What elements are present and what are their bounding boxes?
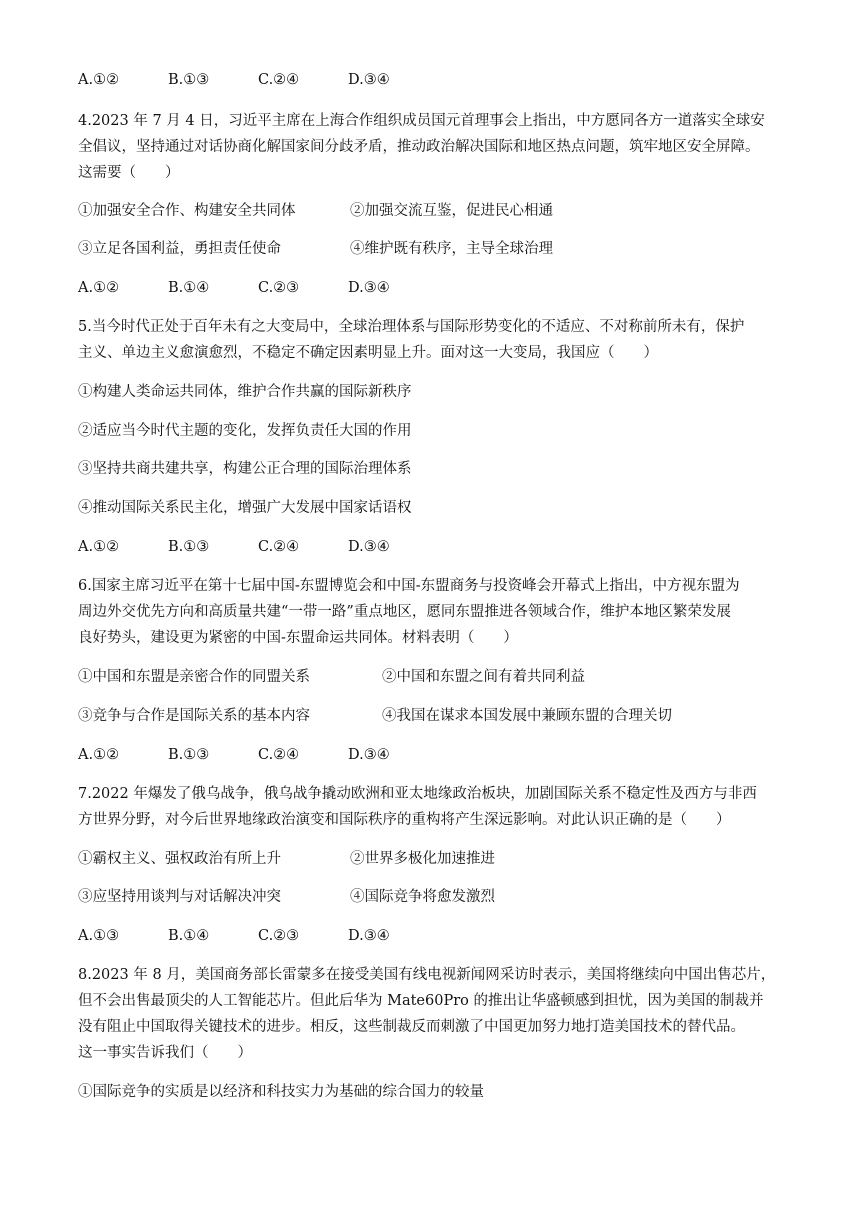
- answer-option-b[interactable]: B.①④: [168, 928, 210, 944]
- q6-statement-row-1: [78, 667, 585, 687]
- q4-statement-2: ②加强交流互鉴，促进民心相通: [350, 203, 553, 219]
- q8-stem-line-1: 8.2023 年 8 月，美国商务部长雷蒙多在接受美国有线电视新闻网采访时表示，美国将继续向中国出售芯片，: [78, 967, 776, 983]
- q5-stem-line-1: 5.当今时代正处于百年未有之大变局中，全球治理体系与国际形势变化的不适应、不对称前所未有，保护: [78, 319, 745, 335]
- q6-statement-4: ④我国在谋求本国发展中兼顾东盟的合理关切: [382, 708, 672, 724]
- answer-option-c[interactable]: C.②④: [258, 539, 300, 555]
- answer-option-b[interactable]: B.①③: [168, 747, 210, 763]
- answer-option-c[interactable]: C.②④: [258, 747, 300, 763]
- answer-option-d[interactable]: D.③④: [348, 280, 390, 296]
- answer-option-d[interactable]: D.③④: [348, 72, 390, 88]
- answer-option-c[interactable]: C.②③: [258, 928, 300, 944]
- q5-statement-3: ③坚持共商共建共享，构建公正合理的国际治理体系: [78, 461, 412, 477]
- q7-statement-4: ④国际竞争将愈发激烈: [350, 889, 495, 905]
- q8-stem-line-4: 这一事实告诉我们（ ）: [78, 1045, 252, 1061]
- answer-option-c[interactable]: C.②③: [258, 280, 300, 296]
- q7-statement-2: ②世界多极化加速推进: [350, 851, 495, 867]
- q4-statement-row-2: [78, 239, 553, 259]
- q6-statement-1: ①中国和东盟是亲密合作的同盟关系: [78, 669, 310, 685]
- answer-option-a[interactable]: A.①②: [78, 539, 120, 555]
- answer-option-a[interactable]: A.①②: [78, 72, 120, 88]
- q4-stem-line-1: 4.2023 年 7 月 4 日，习近平主席在上海合作组织成员国元首理事会上指出，中方愿同各方一道落实全球安: [78, 113, 765, 129]
- q5-statement-2: ②适应当今时代主题的变化，发挥负责任大国的作用: [78, 423, 412, 439]
- q6-statement-2: ②中国和东盟之间有着共同利益: [382, 669, 585, 685]
- q6-stem-line-2: 周边外交优先方向和高质量共建“一带一路”重点地区，愿同东盟推进各领域合作，维护本地区繁荣发展: [78, 604, 731, 620]
- answer-option-b[interactable]: B.①④: [168, 280, 210, 296]
- q4-statement-row-1: [78, 201, 553, 221]
- q5-statement-1: ①构建人类命运共同体，维护合作共赢的国际新秩序: [78, 384, 412, 400]
- answer-option-c[interactable]: C.②④: [258, 72, 300, 88]
- q6-stem-line-1: 6.国家主席习近平在第十七届中国-东盟博览会和中国-东盟商务与投资峰会开幕式上指出，中方视东盟为: [78, 578, 740, 594]
- q5-stem-line-2: 主义、单边主义愈演愈烈，不稳定不确定因素明显上升。面对这一大变局，我国应（ ）: [78, 345, 658, 361]
- q4-statement-4: ④维护既有秩序，主导全球治理: [350, 241, 553, 257]
- q8-stem-line-2: 但不会出售最顶尖的人工智能芯片。但此后华为 Mate60Pro 的推出让华盛顿感到担忧，因为美国的制裁并: [78, 993, 764, 1009]
- q5-answer-options: [78, 537, 438, 557]
- q7-statement-row-1: [78, 849, 495, 869]
- q6-statement-row-2: [78, 706, 672, 726]
- answer-option-a[interactable]: A.①②: [78, 747, 120, 763]
- q8-statement-1: ①国际竞争的实质是以经济和科技实力为基础的综合国力的较量: [78, 1084, 484, 1100]
- answer-option-d[interactable]: D.③④: [348, 928, 390, 944]
- q3-answer-options: [78, 70, 438, 90]
- q7-stem-line-2: 方世界分野，对今后世界地缘政治演变和国际秩序的重构将产生深远影响。对此认识正确的是（ ）: [78, 812, 731, 828]
- q8-stem-line-3: 没有阻止中国取得关键技术的进步。相反，这些制裁反而刺激了中国更加努力地打造美国技术的替代品。: [78, 1019, 745, 1035]
- q7-answer-options: [78, 926, 438, 946]
- answer-option-d[interactable]: D.③④: [348, 747, 390, 763]
- answer-option-d[interactable]: D.③④: [348, 539, 390, 555]
- answer-option-a[interactable]: A.①②: [78, 280, 120, 296]
- q6-statement-3: ③竞争与合作是国际关系的基本内容: [78, 708, 310, 724]
- q4-statement-1: ①加强安全合作、构建安全共同体: [78, 203, 296, 219]
- q5-statement-4: ④推动国际关系民主化，增强广大发展中国家话语权: [78, 500, 412, 516]
- q6-answer-options: [78, 745, 438, 765]
- q7-statement-row-2: [78, 887, 495, 907]
- q4-stem-line-2: 全倡议，坚持通过对话协商化解国家间分歧矛盾，推动政治解决国际和地区热点问题，筑牢地区安全屏障。: [78, 139, 760, 155]
- q4-stem-line-3: 这需要（ ）: [78, 165, 180, 181]
- q6-stem-line-3: 良好势头，建设更为紧密的中国-东盟命运共同体。材料表明（ ）: [78, 630, 518, 646]
- q7-statement-1: ①霸权主义、强权政治有所上升: [78, 851, 281, 867]
- q7-statement-3: ③应坚持用谈判与对话解决冲突: [78, 889, 281, 905]
- q7-stem-line-1: 7.2022 年爆发了俄乌战争，俄乌战争撬动欧洲和亚太地缘政治板块，加剧国际关系不稳定性及西方与非西: [78, 786, 757, 802]
- answer-option-b[interactable]: B.①③: [168, 539, 210, 555]
- q4-statement-3: ③立足各国利益，勇担责任使命: [78, 241, 281, 257]
- q4-answer-options: [78, 278, 438, 298]
- answer-option-b[interactable]: B.①③: [168, 72, 210, 88]
- answer-option-a[interactable]: A.①③: [78, 928, 120, 944]
